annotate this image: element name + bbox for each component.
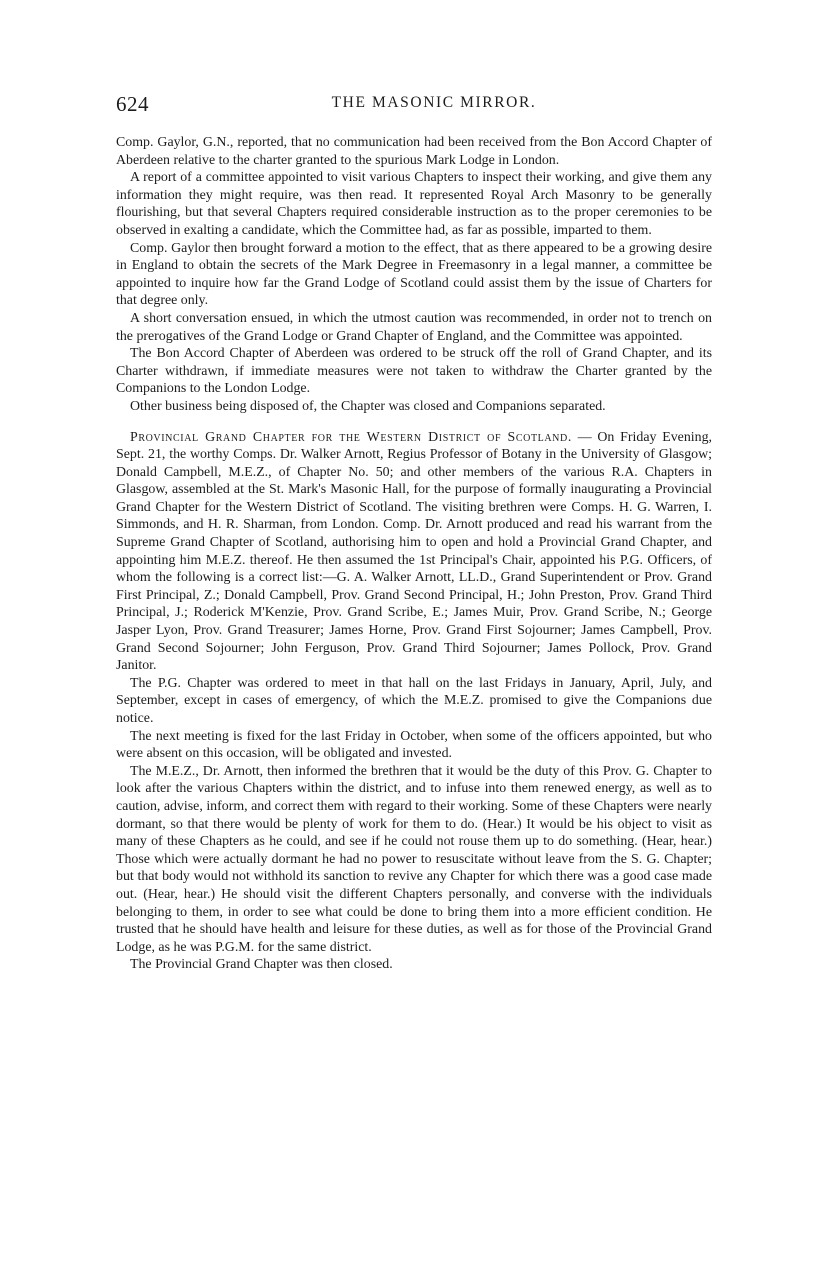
page-header xyxy=(116,92,712,120)
paragraph: The Provincial Grand Chapter was then closed. xyxy=(130,957,393,973)
running-title: THE MASONIC MIRROR. xyxy=(331,94,537,111)
section-paragraph xyxy=(116,429,712,675)
page xyxy=(116,92,712,974)
paragraph: The P.G. Chapter was ordered to meet in that hall on the last Fridays in January, April, July, and September, except in cases of emergency, of which the M.E.Z. promised to give the Companions due notice. xyxy=(116,675,712,726)
paragraph: The M.E.Z., Dr. Arnott, then informed the brethren that it would be the duty of this Prov. G. Chapter to look after the various Chapters within the district, and to infuse into them renewed energy, as well as to caution, advise, inform, and correct them with regard to their working. Some of these Chapters were nearly dormant, so that there would be plenty of work for them to do. (Hear.) It would be his object to visit as many of these Chapters as he could, and see if he could not rouse them up to do something. (Hear, hear.) Those which were actually dormant he had no power to resuscitate without leave from the S. G. Chapter; but that body would not withhold its sanction to revive any Chapter for which there was a good case made out. (Hear, hear.) He should visit the different Chapters personally, and converse with the individuals belonging to them, in order to see what could be done to bring them into a more efficient condition. He trusted that he should have health and leisure for these duties, as well as for those of the Provincial Grand Lodge, as he was P.G.M. for the same district. xyxy=(116,763,712,955)
paragraph-charter-withdrawal xyxy=(116,345,712,398)
section-text: — On Friday Evening, Sept. 21, the worthy Comps. Dr. Walker Arnott, Regius Professor of Botany in the University of Glasgow; Donald Campbell, M.E.Z., of Chapter No. 50; and other members of the various R.A. Chapters in Glasgow, assembled at the St. Mark's Masonic Hall, for the purpose of formally inaugurating a Provincial Grand Chapter for the Western District of Scotland. The visiting brethren were Comps. H. G. Warren, I. Simmonds, and H. R. Sharman, from London. Comp. Dr. Arnott produced and read his warrant from the Supreme Grand Chapter of Scotland, authorising him to open and hold a Provincial Grand Chapter, and appointing him M.E.Z. thereof. He then assumed the 1st Principal's Chair, appointed his P.G. Officers, of whom the following is a correct list:—G. A. Walker Arnott, LL.D., Grand Superintendent or Prov. Grand First Principal, Z.; Donald Campbell, Prov. Grand Second Principal, H.; John Preston, Prov. Grand Third Principal, J.; Roderick M'Kenzie, Prov. Grand Scribe, E.; James Muir, Prov. Grand Scribe, N.; George Jasper Lyon, Prov. Grand Treasurer; James Horne, Prov. Grand First Sojourner; James Campbell, Prov. Grand Second Sojourner; John Ferguson, Prov. Grand Third Sojourner; James Pollock, Prov. Grand Janitor. xyxy=(116,429,712,674)
paragraph: A report of a committee appointed to visit various Chapters to inspect their working, and give them any information they might require, was then read. It represented Royal Arch Masonry to be generally flourishing, but that several Chapters required considerable instruction as to the proper ceremonies to be observed in exalting a candidate, which the Committee had, as far as possible, imparted to them. xyxy=(116,170,712,238)
paragraph: Comp. Gaylor then brought forward a motion to the effect, that as there appeared to be a growing desire in England to obtain the secrets of the Mark Degree in Freemasonry in a legal manner, a committee be appointed to inquire how far the Grand Lodge of Scotland could assist them by the issue of Charters for that degree only. xyxy=(116,240,712,309)
section-heading: Provincial Grand Chapter for the Western District of Scotland. xyxy=(130,429,572,445)
paragraph: The next meeting is fixed for the last Friday in October, when some of the officers appointed, but who were absent on this occasion, will be obligated and invested. xyxy=(116,728,712,762)
paragraph-text: The Bon Accord Chapter of Aberdeen was ordered to be struck off the roll of Grand Chapter, and its Charter withdrawn, if immediate measures were not taken to withdraw the Charter granted by the Companions to the London Lodge. xyxy=(116,346,712,397)
paragraph: A short conversation ensued, in which the utmost caution was recommended, in order not to trench on the prerogatives of the Grand Lodge or Grand Chapter of England, and the Committee was appointed. xyxy=(116,310,712,344)
paragraph: Other business being disposed of, the Chapter was closed and Companions separated. xyxy=(130,398,606,414)
paragraph: Comp. Gaylor, G.N., reported, that no communication had been received from the Bon Accord Chapter of Aberdeen relative to the charter granted to the spurious Mark Lodge in London. xyxy=(116,135,712,168)
article-body xyxy=(116,134,712,974)
page-number: 624 xyxy=(116,92,149,116)
